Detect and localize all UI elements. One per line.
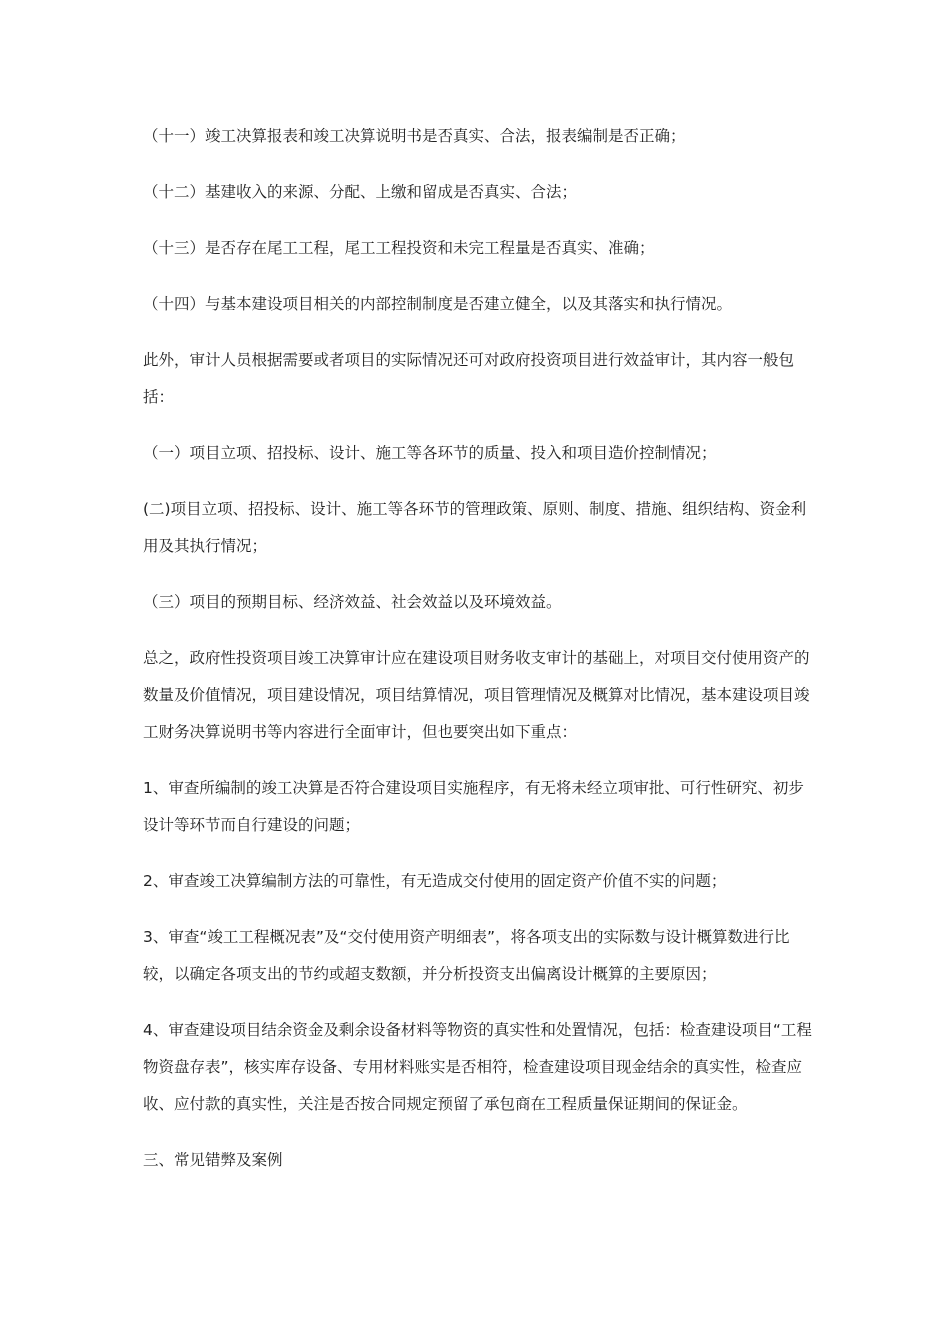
paragraph-benefit-audit-intro: 此外，审计人员根据需要或者项目的实际情况还可对政府投资项目进行效益审计，其内容一般包括：: [143, 351, 795, 406]
paragraph-key-point-4: 4、审查建设项目结余资金及剩余设备材料等物资的真实性和处置情况，包括：检查建设项目“工程物资盘存表”，核实库存设备、专用材料账实是否相符，检查建设项目现金结余的真实性，检查应收、应付款的真实性，关注是否按合同规定预留了承包商在工程质量保证期间的保证金。: [143, 1021, 812, 1113]
paragraph-item-12: （十二）基建收入的来源、分配、上缴和留成是否真实、合法；: [143, 183, 578, 201]
paragraph-benefit-item-3: （三）项目的预期目标、经济效益、社会效益以及环境效益。: [143, 593, 562, 611]
document-body: [143, 118, 815, 1198]
section-heading: 三、常见错弊及案例: [143, 1151, 283, 1169]
paragraph-key-point-3: 3、审查“竣工工程概况表”及“交付使用资产明细表”，将各项支出的实际数与设计概算数进行比较，以确定各项支出的节约或超支数额，并分析投资支出偏离设计概算的主要原因；: [143, 928, 790, 983]
paragraph-item-14: （十四）与基本建设项目相关的内部控制制度是否建立健全，以及其落实和执行情况。: [143, 295, 733, 313]
paragraph-benefit-item-2: (二)项目立项、招投标、设计、施工等各环节的管理政策、原则、制度、措施、组织结构、资金利用及其执行情况；: [143, 500, 807, 555]
paragraph-item-13: （十三）是否存在尾工工程，尾工工程投资和未完工程量是否真实、准确；: [143, 239, 655, 257]
paragraph-item-11: （十一）竣工决算报表和竣工决算说明书是否真实、合法，报表编制是否正确；: [143, 127, 686, 145]
paragraph-summary: 总之，政府性投资项目竣工决算审计应在建设项目财务收支审计的基础上，对项目交付使用资产的数量及价值情况，项目建设情况，项目结算情况，项目管理情况及概算对比情况，基本建设项目竣工财务决算说明书等内容进行全面审计，但也要突出如下重点：: [143, 649, 810, 741]
paragraph-key-point-1: 1、审查所编制的竣工决算是否符合建设项目实施程序，有无将未经立项审批、可行性研究、初步设计等环节而自行建设的问题；: [143, 779, 804, 834]
paragraph-key-point-2: 2、审查竣工决算编制方法的可靠性，有无造成交付使用的固定资产价值不实的问题；: [143, 872, 727, 890]
paragraph-benefit-item-1: （一）项目立项、招投标、设计、施工等各环节的质量、投入和项目造价控制情况；: [143, 444, 717, 462]
